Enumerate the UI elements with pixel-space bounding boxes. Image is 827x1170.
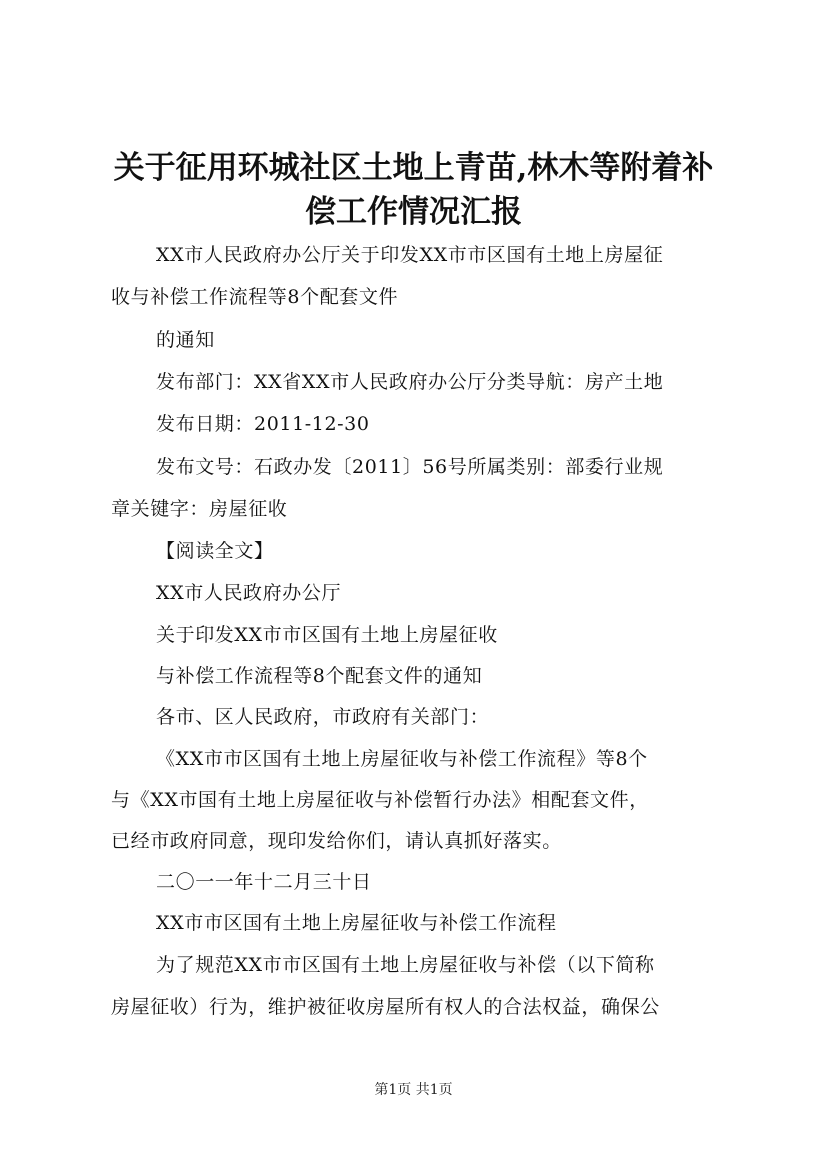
body-line-9: XX市人民政府办公厅 (156, 582, 342, 604)
read-full-text-link: 【阅读全文】 (156, 540, 274, 562)
body-line-14: 与《XX市国有土地上房屋征收与补偿暂行办法》相配套文件， (111, 789, 649, 811)
date-line: 二〇一一年十二月三十日 (156, 871, 372, 893)
keywords-line: 章关键字：房屋征收 (111, 498, 288, 520)
body-line-18: 为了规范XX市市区国有土地上房屋征收与补偿（以下简称 (156, 954, 655, 976)
document-number-line: 发布文号：石政办发〔2011〕56号所属类别：部委行业规 (156, 456, 664, 478)
publishing-department-line: 发布部门：XX省XX市人民政府办公厅分类导航：房产土地 (156, 371, 664, 393)
page-number-footer: 第1页 共1页 (374, 1082, 453, 1098)
salutation-line: 各市、区人民政府，市政府有关部门： (156, 706, 490, 728)
section-heading-line: XX市市区国有土地上房屋征收与补偿工作流程 (156, 912, 557, 934)
body-line-10: 关于印发XX市市区国有土地上房屋征收 (156, 624, 498, 646)
body-line-11: 与补偿工作流程等8个配套文件的通知 (156, 665, 483, 687)
body-line-15: 已经市政府同意，现印发给你们，请认真抓好落实。 (111, 830, 562, 852)
body-line-3: 的通知 (156, 329, 215, 351)
body-line-19: 房屋征收）行为，维护被征收房屋所有权人的合法权益，确保公 (111, 996, 660, 1018)
body-line-2: 收与补偿工作流程等8个配套文件 (111, 286, 399, 308)
document-title-line-2: 偿工作情况汇报 (305, 194, 522, 230)
publish-date-line: 发布日期：2011-12-30 (156, 413, 370, 435)
body-line-1: XX市人民政府办公厅关于印发XX市市区国有土地上房屋征 (156, 244, 664, 266)
body-line-13: 《XX市市区国有土地上房屋征收与补偿工作流程》等8个 (156, 748, 648, 770)
document-title-line-1: 关于征用环城社区土地上青苗,林木等附着补 (113, 150, 714, 186)
